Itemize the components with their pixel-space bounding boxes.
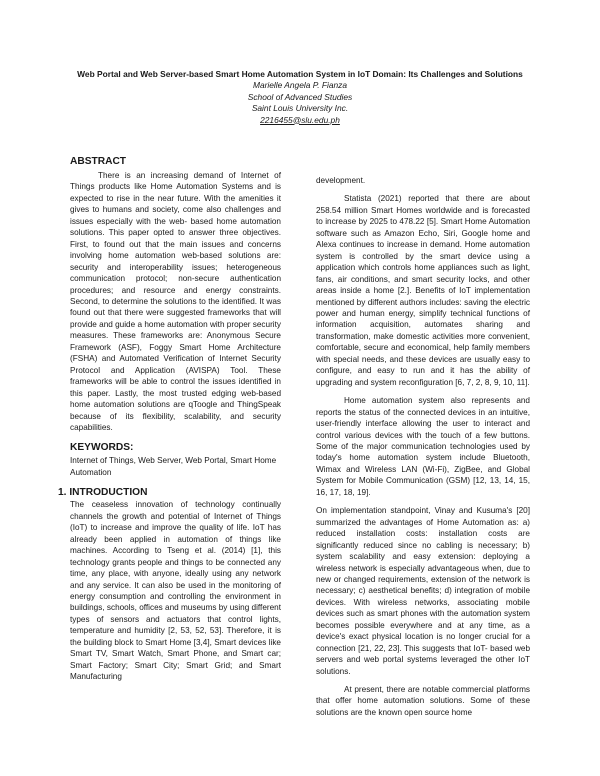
keywords-text: Internet of Things, Web Server, Web Portal, Smart Home Automation [70,456,277,477]
author-name: Marielle Angela P. Fianza [252,80,348,90]
keywords-heading: KEYWORDS: [70,442,134,454]
right-column [316,175,530,718]
abstract-heading: ABSTRACT [70,156,127,167]
paper-header [0,68,600,126]
right-paragraph-2: Statista (2021) reported that there are about 258.54 million Smart Homes worldwide and is forecasted to increase by 2025 to 478.22 [5]. Smart Home Automation software such as Amazon Echo, Siri, Google home and Alexa continues to increase in demand. Home automation system is controlled by the smart device using a application which controls home appliances such as light, fans, air conditions, and smart security locks, and other areas inside a home [2.]. Benefits of IoT implementation mentioned by different authors includes: saving the electric power and human energy, simplify technical functions of information acquisition, automates sharing and transformation, make domestic activities more convenient, comfortable, secure and economical, help family members with special needs, and these devices are usually easy to configure, and easy to run and it has the ability of upgrading and system reconfiguration [6, 7, 2, 8, 9, 10, 11]. [316,194,530,387]
abstract-text: There is an increasing demand of Internet of Things products like Home Automation Systems and is expected to rise in the near future. With the amenities it gives to humans and society, come also challenges and issues especially with the web- based home automation solutions. This paper opted to answer three objectives. First, to found out that the main issues and concerns involving home automation web-based solutions are: security and interoperability issues; heterogeneous communication protocol; non-secure authentication procedures; and resource and energy constraints. Second, to determine the solutions to the identified. It was found out that there were suggested frameworks that will provide and guide a home automation with proper security measures. These frameworks are: Anonymous Secure Framework (ASF), Foggy Smart Home Architecture (FSHA) and Automated Verification of Internet Security Protocol and Application (AVISPA) Tool. These frameworks will be able to control the issues identified in this paper. Lastly, the most trusted edging web-based home automation solutions are qToogle and ThingSpeak because of its flexibility, scalability, and security capabilities. [70,171,281,432]
right-paragraph-1: development. [316,176,366,185]
paper-title: Web Portal and Web Server-based Smart Home Automation System in IoT Domain: Its Challenges and Solutions [77,69,523,79]
introduction-heading: 1. INTRODUCTION [58,487,148,499]
left-column [58,155,281,683]
author-school: School of Advanced Studies [247,91,353,102]
introduction-text: The ceaseless innovation of technology continually channels the growth and potential of Internet of Things (IoT) to increase and improve the quality of life. IoT has already been applied in automation of things like machines. According to Tseng et al. (2014) [1], this technology grants people and things to be connected any time, any place, with anyone, ideally using any network and any service. It can also be used in the monitoring of energy consumption and controlling the environment in buildings, schools, offices and museums by using different types of sensors and actuators that control lights, temperature and humidity [2, 53, 52, 53]. Therefore, it is the building block to Smart Home [3,4], Smart devices like Smart TV, Smart Watch, Smart Phone, and Smart car; Smart Factory; Smart City; Smart Grid; and Smart Manufacturing [70,500,281,682]
right-paragraph-5: At present, there are notable commercial platforms that offer home automation solutions. Some of these solutions are the known open source home [316,685,530,717]
author-email[interactable]: 2216455@slu.edu.ph [260,114,340,125]
right-paragraph-4: On implementation standpoint, Vinay and Kusuma's [20] summarized the advantages of Home Automation as: a) reduced installation costs: installation costs are significantly reduced since no cabling is necessary; b) system scalability and easy extension: deploying a wireless network is especially advantageous when, due to new or changed requirements, extension of the network is necessary; c) aesthetical benefits; d) integration of mobile devices. With wireless networks, associating mobile devices such as smart phones with the automation system becomes possible everywhere and at any time, as a device's exact physical location is no longer crucial for a connection [21, 22, 23]. This suggests that IoT- based web servers and web portal systems leveraged the other IoT solutions. [316,506,530,676]
author-university: Saint Louis University Inc. [251,103,349,113]
right-paragraph-3: Home automation system also represents and reports the status of the connected devices in an intuitive, user-friendly interface allowing the user to interact and control various devices with the touch of a few buttons. Some of the major communication technologies used by today's home automation system include Bluetooth, Wimax and Wireless LAN (Wi-Fi), ZigBee, and Global System for Mobile Communication (GSM) [12, 13, 14, 15, 16, 17, 18, 19]. [316,396,530,497]
